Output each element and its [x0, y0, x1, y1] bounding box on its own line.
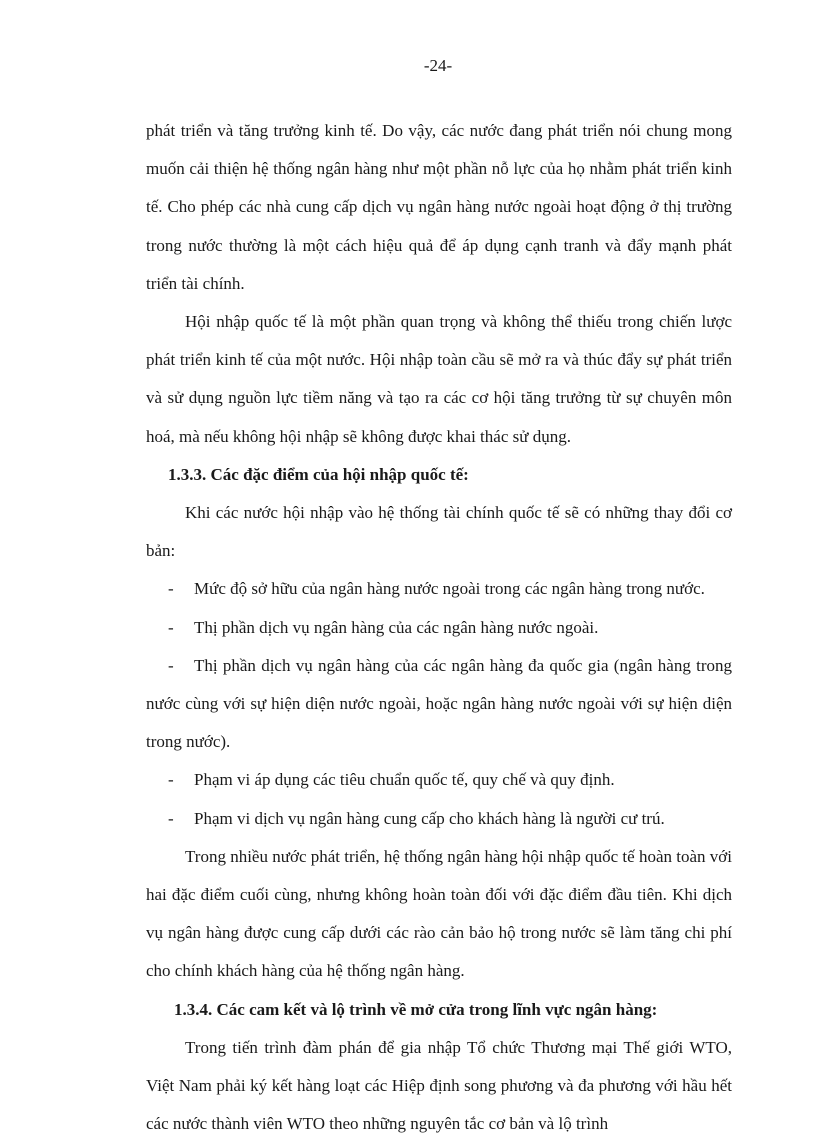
paragraph: Hội nhập quốc tế là một phần quan trọng và không thể thiếu trong chiến lược phát triển kinh tế của một nước. Hội nhập toàn cầu sẽ mở ra và thúc đẩy sự phát triển và sử dụng nguồn lực tiềm năng và tạo ra các cơ hội tăng trưởng từ sự chuyên môn hoá, mà nếu không hội nhập sẽ không được khai thác sử dụng.: [146, 312, 732, 446]
paragraph: Khi các nước hội nhập vào hệ thống tài chính quốc tế sẽ có những thay đổi cơ bản:: [146, 503, 732, 561]
list-dash: -: [168, 579, 174, 599]
list-item-text: Phạm vi dịch vụ ngân hàng cung cấp cho khách hàng là người cư trú.: [194, 808, 665, 828]
list-item-text: Thị phần dịch vụ ngân hàng của các ngân hàng nước ngoài.: [194, 617, 599, 637]
body-text: [146, 112, 732, 1143]
list-item: [146, 570, 732, 608]
list-item-text: Thị phần dịch vụ ngân hàng của các ngân hàng đa quốc gia (ngân hàng trong nước cùng với sự hiện diện nước ngoài, hoặc ngân hàng nước ngoài với sự hiện diện trong nước).: [146, 655, 732, 752]
section-heading: 1.3.3. Các đặc điểm của hội nhập quốc tế:: [168, 464, 469, 484]
list-dash: -: [168, 617, 174, 637]
list-item-text: Mức độ sở hữu của ngân hàng nước ngoài trong các ngân hàng trong nước.: [194, 579, 705, 599]
section-heading: 1.3.4. Các cam kết và lộ trình về mở cửa trong lĩnh vực ngân hàng:: [174, 999, 658, 1019]
list-item: [146, 800, 732, 838]
list-item: [146, 761, 732, 799]
list-item: [146, 647, 732, 762]
paragraph: Trong tiến trình đàm phán để gia nhập Tổ chức Thương mại Thế giới WTO, Việt Nam phải ký kết hàng loạt các Hiệp định song phương và đa phương với hầu hết các nước thành viên WTO theo những nguyên tắc cơ bản và lộ trình: [146, 1037, 732, 1134]
bullet-list: [146, 570, 732, 837]
paragraph: Trong nhiều nước phát triển, hệ thống ngân hàng hội nhập quốc tế hoàn toàn với hai đặc điểm cuối cùng, nhưng không hoàn toàn đối với đặc điểm đầu tiên. Khi dịch vụ ngân hàng được cung cấp dưới các rào cản bảo hộ trong nước sẽ làm tăng chi phí cho chính khách hàng của hệ thống ngân hàng.: [146, 846, 732, 981]
list-dash: -: [168, 770, 174, 790]
page-number: -24-: [423, 56, 453, 75]
list-dash: -: [168, 655, 174, 675]
list-item-text: Phạm vi áp dụng các tiêu chuẩn quốc tế, quy chế và quy định.: [194, 770, 615, 790]
list-dash: -: [168, 808, 174, 828]
paragraph: phát triển và tăng trưởng kinh tế. Do vậy, các nước đang phát triển nói chung mong muốn cải thiện hệ thống ngân hàng như một phần nỗ lực của họ nhằm phát triển kinh tế. Cho phép các nhà cung cấp dịch vụ ngân hàng nước ngoài hoạt động ở thị trường trong nước thường là một cách hiệu quả để áp dụng cạnh tranh và đẩy mạnh phát triển tài chính.: [146, 121, 732, 293]
list-item: [146, 609, 732, 647]
